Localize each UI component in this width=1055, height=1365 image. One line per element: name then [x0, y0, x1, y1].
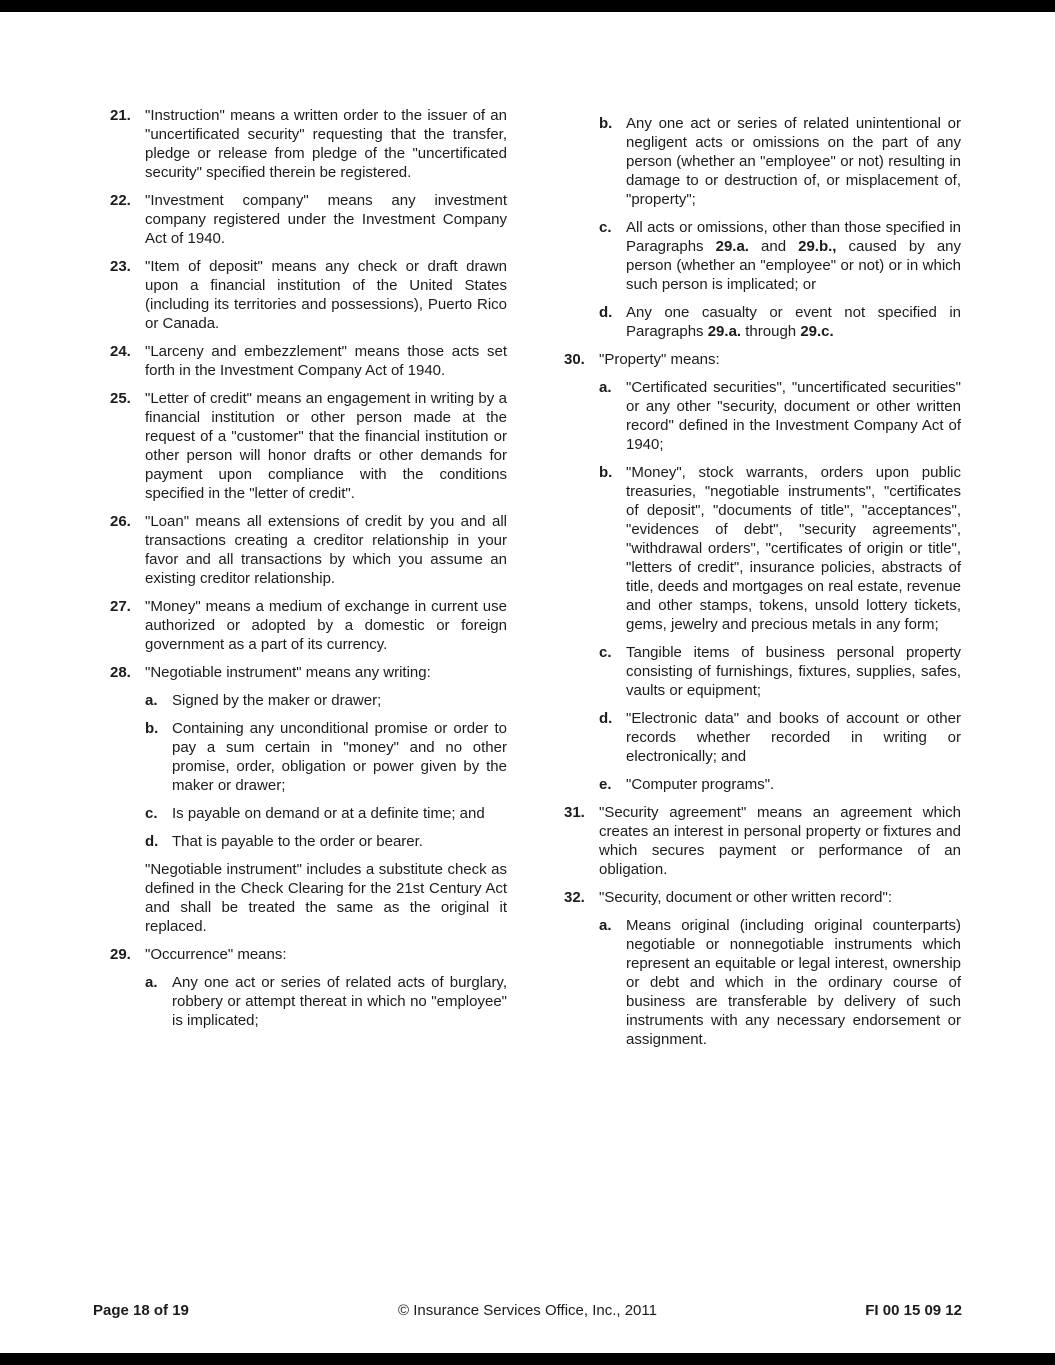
- item-text: That is payable to the order or bearer.: [172, 833, 423, 850]
- paragraph-reference: 29.b.,: [798, 238, 837, 255]
- item-text: "Property" means:: [599, 351, 720, 368]
- item-label: 27.: [110, 598, 131, 615]
- definition-item-c: [564, 218, 961, 294]
- definition-item-a: [564, 916, 961, 1049]
- paragraph-reference: 29.a.: [715, 238, 749, 255]
- scan-edge-top: [0, 0, 1055, 12]
- definition-item-31: [564, 803, 961, 879]
- definition-item-e: [564, 775, 961, 794]
- definition-item-b: [110, 719, 507, 795]
- item-label: d.: [145, 833, 159, 850]
- definition-item-30: [564, 350, 961, 369]
- item-text: "Security, document or other written record":: [599, 889, 892, 906]
- definition-item-d: [110, 832, 507, 851]
- item-label: 30.: [564, 351, 585, 368]
- paragraph-reference: 29.c.: [800, 323, 834, 340]
- item-text: "Occurrence" means:: [145, 946, 287, 963]
- item-text: "Negotiable instrument" means any writing:: [145, 664, 431, 681]
- item-label: d.: [599, 710, 613, 727]
- item-label: b.: [599, 464, 613, 481]
- page-number: Page 18 of 19: [93, 1302, 189, 1319]
- item-text: "Computer programs".: [626, 776, 775, 793]
- form-number: FI 00 15 09 12: [865, 1302, 962, 1319]
- item-label: d.: [599, 304, 613, 321]
- definition-item-32: [564, 888, 961, 907]
- definition-item-d: [564, 303, 961, 341]
- item-label: a.: [599, 379, 612, 396]
- item-text: "Certificated securities", "uncertificated securities" or any other "security, document or other written record" defined in the Investment Company Act of 1940;: [626, 379, 961, 453]
- item-text: Is payable on demand or at a definite time; and: [172, 805, 485, 822]
- item-text: Any one casualty or event not specified in Paragraphs 29.a. through 29.c.: [626, 304, 961, 340]
- paragraph-reference: 29.a.: [707, 323, 742, 340]
- copyright-notice: © Insurance Services Office, Inc., 2011: [398, 1302, 657, 1319]
- definition-item-21: [110, 106, 507, 182]
- item-label: c.: [145, 805, 158, 822]
- item-text: "Money" means a medium of exchange in current use authorized or adopted by a domestic or foreign government as a part of its currency.: [145, 598, 507, 653]
- item-label: 31.: [564, 804, 585, 821]
- item-text: "Larceny and embezzlement" means those acts set forth in the Investment Company Act of 1940.: [145, 343, 507, 379]
- definition-item-d: [564, 709, 961, 766]
- item-label: 32.: [564, 889, 585, 906]
- item-label: b.: [145, 720, 159, 737]
- item-text: "Negotiable instrument" includes a substitute check as defined in the Check Clearing for the 21st Century Act and shall be treated the same as the original it replaced.: [145, 861, 507, 935]
- definition-item-b: [564, 114, 961, 209]
- item-label: 29.: [110, 946, 131, 963]
- item-text: "Electronic data" and books of account or other records whether recorded in writing or electronically; and: [626, 710, 961, 765]
- item-label: c.: [599, 219, 612, 236]
- definition-item-c: [564, 643, 961, 700]
- item-text: Containing any unconditional promise or order to pay a sum certain in "money" and no other promise, order, obligation or power given by the maker or drawer;: [172, 720, 507, 794]
- item-text: "Money", stock warrants, orders upon public treasuries, "negotiable instruments", "certificates of deposit", "documents of title", "acceptances", "evidences of debt", "security agreements", "withdrawal orders", "certificates of origin or title", "letters of credit", insurance policies, abstracts of title, deeds and mortgages on real estate, revenue and other stamps, tokens, unsold lottery tickets, gems, jewelry and precious metals in any form;: [626, 464, 961, 633]
- item-label: 26.: [110, 513, 131, 530]
- item-label: b.: [599, 115, 613, 132]
- right-column: [564, 106, 961, 1058]
- item-text: "Item of deposit" means any check or draft drawn upon a financial institution of the United States (including its territories and possessions), Puerto Rico or Canada.: [145, 258, 507, 332]
- definition-item-27: [110, 597, 507, 654]
- item-label: c.: [599, 644, 612, 661]
- item-text: "Letter of credit" means an engagement in writing by a financial institution or other person made at the request of a "customer" that the financial institution or other person will honor drafts or other demands for payment upon compliance with the conditions specified in the "letter of credit".: [145, 390, 507, 502]
- page-footer: [93, 1301, 962, 1320]
- definition-item-23: [110, 257, 507, 333]
- item-text: All acts or omissions, other than those specified in Paragraphs 29.a. and 29.b., caused by any person (whether an "employee" or not) or in which such person is implicated; or: [626, 219, 962, 293]
- item-text: Means original (including original counterparts) negotiable or nonnegotiable instruments which represent an equitable or legal interest, ownership or debt and which in the ordinary course of business are transferable by delivery of such instruments with any necessary endorsement or assignment.: [626, 917, 961, 1048]
- definition-item-26: [110, 512, 507, 588]
- item-label: 25.: [110, 390, 131, 407]
- item-label: 24.: [110, 343, 131, 360]
- item-label: 22.: [110, 192, 131, 209]
- definition-item-28: [110, 663, 507, 682]
- definition-item-c: [110, 804, 507, 823]
- definition-item-a: [564, 378, 961, 454]
- item-text: "Instruction" means a written order to the issuer of an "uncertificated security" requesting that the transfer, pledge or release from pledge of the "uncertificated security" specified therein be registered.: [145, 107, 507, 181]
- scan-edge-bottom: [0, 1353, 1055, 1365]
- definition-item-22: [110, 191, 507, 248]
- definitions-section: [110, 106, 962, 1058]
- item-label: 21.: [110, 107, 131, 124]
- left-column: [110, 106, 507, 1058]
- item-label: a.: [145, 692, 158, 709]
- item-text: "Loan" means all extensions of credit by you and all transactions creating a creditor relationship in your favor and all transactions by which you assume an existing creditor relationship.: [145, 513, 507, 587]
- item-label: a.: [145, 974, 158, 991]
- item-text: Signed by the maker or drawer;: [172, 692, 382, 709]
- definition-item-29: [110, 945, 507, 964]
- definition-item-24: [110, 342, 507, 380]
- item-text: Any one act or series of related acts of burglary, robbery or attempt thereat in which no "employee" is implicated;: [172, 974, 507, 1029]
- definition-item-25: [110, 389, 507, 503]
- item-text: "Security agreement" means an agreement which creates an interest in personal property or fixtures and which secures payment or performance of an obligation.: [599, 804, 961, 878]
- item-label: a.: [599, 917, 612, 934]
- item-label: e.: [599, 776, 612, 793]
- item-label: 23.: [110, 258, 131, 275]
- item-text: "Investment company" means any investment company registered under the Investment Company Act of 1940.: [145, 192, 507, 247]
- definition-item-b: [564, 463, 961, 634]
- item-text: Any one act or series of related unintentional or negligent acts or omissions on the part of any person (whether an "employee" or not) resulting in damage to or destruction of, or misplacement of, "property";: [626, 115, 961, 208]
- continuation-paragraph: [110, 860, 507, 936]
- definition-item-a: [110, 691, 507, 710]
- definition-item-a: [110, 973, 507, 1030]
- item-label: 28.: [110, 664, 131, 681]
- item-text: Tangible items of business personal property consisting of furnishings, fixtures, supplies, safes, vaults or equipment;: [626, 644, 961, 699]
